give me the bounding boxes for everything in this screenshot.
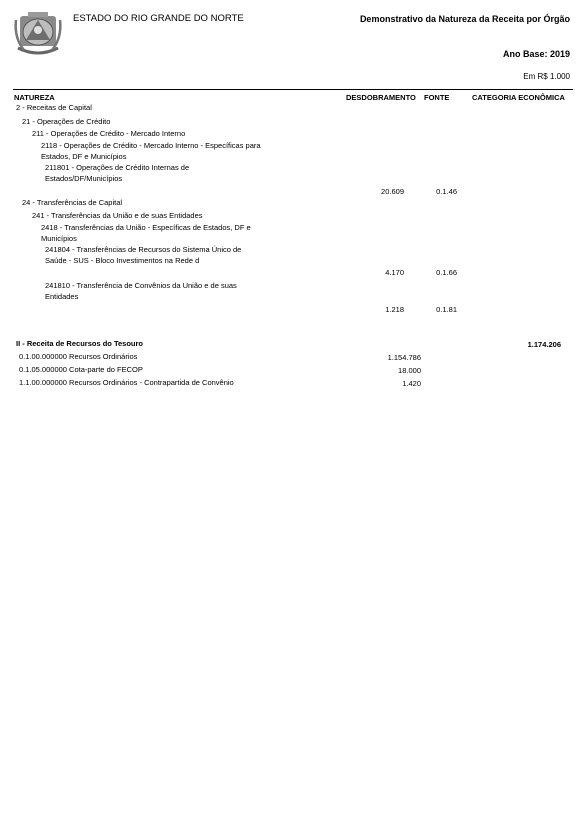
group-211: 211 - Operações de Crédito - Mercado Interno [32, 129, 186, 138]
section-receitas-capital: 2 - Receitas de Capital [16, 103, 92, 112]
group-2418: 2418 - Transferências da União - Específicas de Estados, DF e Municípios [41, 223, 251, 243]
item-241804-fonte: 0.1.66 [436, 268, 457, 277]
item-211801: 211801 - Operações de Crédito Internas de Estados/DF/Municípios [45, 163, 190, 183]
item-241804-value: 4.170 [385, 268, 404, 277]
item-241804: 241804 - Transferências de Recursos do Sistema Único de Saúde - SUS - Bloco Investimentos na Rede d [45, 245, 242, 265]
tesouro-item-value: 1.154.786 [387, 353, 421, 362]
tesouro-total: 1.174.206 [527, 340, 561, 349]
tesouro-item-label: 0.1.05.000000 Cota-parte do FECOP [19, 365, 143, 374]
column-header-natureza: NATUREZA [14, 93, 55, 102]
currency-unit: Em R$ 1.000 [523, 72, 570, 81]
group-21: 21 - Operações de Crédito [22, 117, 111, 126]
state-coat-of-arms [14, 10, 62, 60]
report-title: Demonstrativo da Natureza da Receita por Órgão [359, 14, 570, 24]
header-divider [13, 89, 573, 90]
state-name: ESTADO DO RIO GRANDE DO NORTE [73, 13, 244, 24]
item-241810-value: 1.218 [385, 305, 404, 314]
item-241810-fonte: 0.1.81 [436, 305, 457, 314]
item-241810: 241810 - Transferência de Convênios da União e de suas Entidades [45, 281, 237, 301]
section-recursos-tesouro: II - Receita de Recursos do Tesouro [16, 339, 143, 348]
base-year: Ano Base: 2019 [502, 49, 570, 59]
group-2118: 2118 - Operações de Crédito - Mercado Interno - Específicas para Estados, DF e Municípios [41, 141, 261, 161]
tesouro-item-value: 18.000 [398, 366, 421, 375]
column-header-fonte: FONTE [424, 93, 450, 102]
column-header-desdobramento: DESDOBRAMENTO [346, 93, 416, 102]
column-header-categoria: CATEGORIA ECONÔMICA [472, 93, 565, 102]
item-211801-fonte: 0.1.46 [436, 187, 457, 196]
tesouro-item-label: 1.1.00.000000 Recursos Ordinários - Contrapartida de Convênio [19, 378, 234, 387]
item-211801-value: 20.609 [381, 187, 404, 196]
group-24: 24 - Transferências de Capital [22, 198, 123, 207]
tesouro-item-value: 1.420 [402, 379, 421, 388]
group-241: 241 - Transferências da União e de suas Entidades [32, 211, 203, 220]
tesouro-item-label: 0.1.00.000000 Recursos Ordinários [19, 352, 138, 361]
